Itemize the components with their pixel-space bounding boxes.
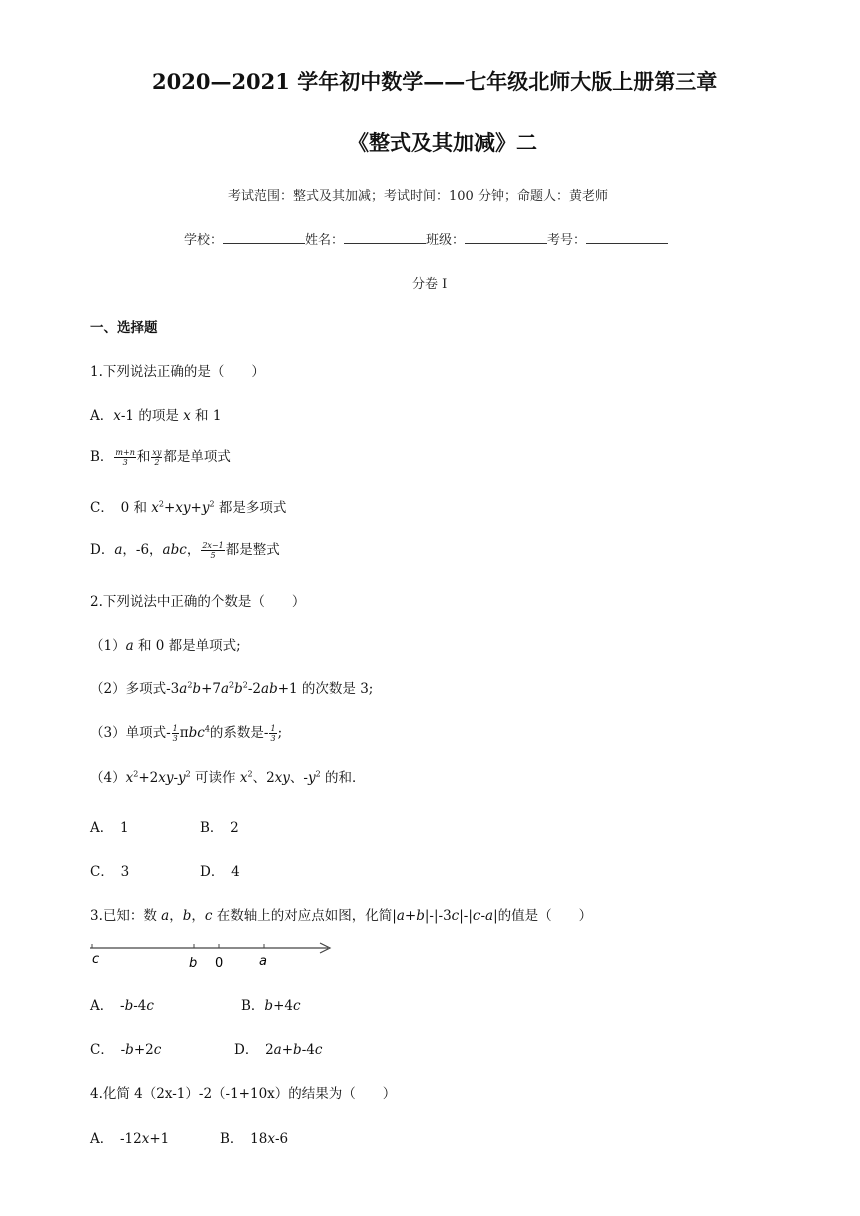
fraction: $\frac{m+n}{3}$ bbox=[115, 448, 135, 467]
q4-option-b: B． 18x-6 bbox=[220, 1131, 289, 1147]
number-line-figure bbox=[88, 938, 338, 972]
q1-option-c: C． 0 和 $x^2+xy+y^2$ 都是多项式 bbox=[90, 499, 287, 516]
q1-option-a: A．x-1 的项是 x 和 1 bbox=[90, 408, 222, 424]
label-b: b bbox=[189, 956, 198, 971]
q1-stem: 1.下列说法正确的是（ ） bbox=[90, 364, 265, 380]
q3-option-c: C． -b+2c bbox=[90, 1042, 162, 1058]
fraction: $\frac{1}{3}$ bbox=[270, 724, 276, 743]
q1-option-b: B． $\frac{m+n}{3}$ 和 $\frac{xy}{2}$ 都是单项式 bbox=[90, 448, 231, 467]
title-line1: 2020—2021 学年初中数学——七年级北师大版上册第三章 bbox=[152, 69, 718, 94]
q3-option-d: D． 2a+b-4c bbox=[234, 1042, 323, 1058]
exam-info: 考试范围：整式及其加减；考试时间：100 分钟；命题人：黄老师 bbox=[228, 189, 608, 204]
student-info-line bbox=[184, 229, 668, 248]
volume-label: 分卷 I bbox=[412, 277, 448, 292]
q2-statement-1: （1）a 和 0 都是单项式; bbox=[90, 638, 241, 654]
q2-statement-3: （3）单项式- $\frac{1}{3}$ πbc$^4$的系数是- $\frac{1}{3}$ ; bbox=[90, 724, 283, 743]
q3-option-b: B．b+4c bbox=[241, 998, 301, 1014]
name-blank[interactable] bbox=[344, 243, 426, 244]
q2-statement-4: $(4)x^2+2xy-y^2$ 可读作 $x^2$、2xy、$-y^2$ 的和． bbox=[90, 769, 366, 786]
label-c: c bbox=[92, 952, 100, 967]
q2-option-d: D． 4 bbox=[200, 864, 240, 880]
school-blank[interactable] bbox=[223, 243, 305, 244]
q2-stem: 2.下列说法中正确的个数是（ ） bbox=[90, 594, 306, 610]
label-a: a bbox=[259, 954, 267, 969]
q3-option-a: A． -b-4c bbox=[90, 998, 154, 1014]
fraction: $\frac{1}{3}$ bbox=[172, 724, 178, 743]
name-label: 姓名： bbox=[305, 233, 345, 248]
q4-option-a: A． -12x+1 bbox=[90, 1131, 170, 1147]
label-0: 0 bbox=[215, 956, 224, 971]
section-heading: 一、选择题 bbox=[90, 320, 158, 336]
q2-option-c: C． 3 bbox=[90, 864, 130, 880]
q2-option-b: B． 2 bbox=[200, 820, 239, 836]
q2-statement-2: （2）多项式$-3a^2b+7a^2b^2-2ab+1$ 的次数是 3; bbox=[90, 680, 374, 697]
id-label: 考号： bbox=[547, 233, 587, 248]
title-line2: 《整式及其加减》二 bbox=[348, 130, 537, 155]
school-label: 学校： bbox=[184, 233, 224, 248]
q1-option-d: D．a，-6，abc， $\frac{2x-1}{5}$ 都是整式 bbox=[90, 541, 280, 560]
class-blank[interactable] bbox=[465, 243, 547, 244]
class-label: 班级： bbox=[426, 233, 466, 248]
fraction: $\frac{2x-1}{5}$ bbox=[202, 541, 224, 560]
q3-stem: 3.已知：数 a，b，c 在数轴上的对应点如图，化简|a+b|-|-3c|-|c-a|的值是（ ） bbox=[90, 908, 593, 924]
id-blank[interactable] bbox=[586, 243, 668, 244]
q4-stem: 4.化简 4（2x-1）-2（-1+10x）的结果为（ ） bbox=[90, 1086, 397, 1102]
q2-option-a: A． 1 bbox=[90, 820, 129, 836]
fraction: $\frac{xy}{2}$ bbox=[152, 448, 162, 467]
